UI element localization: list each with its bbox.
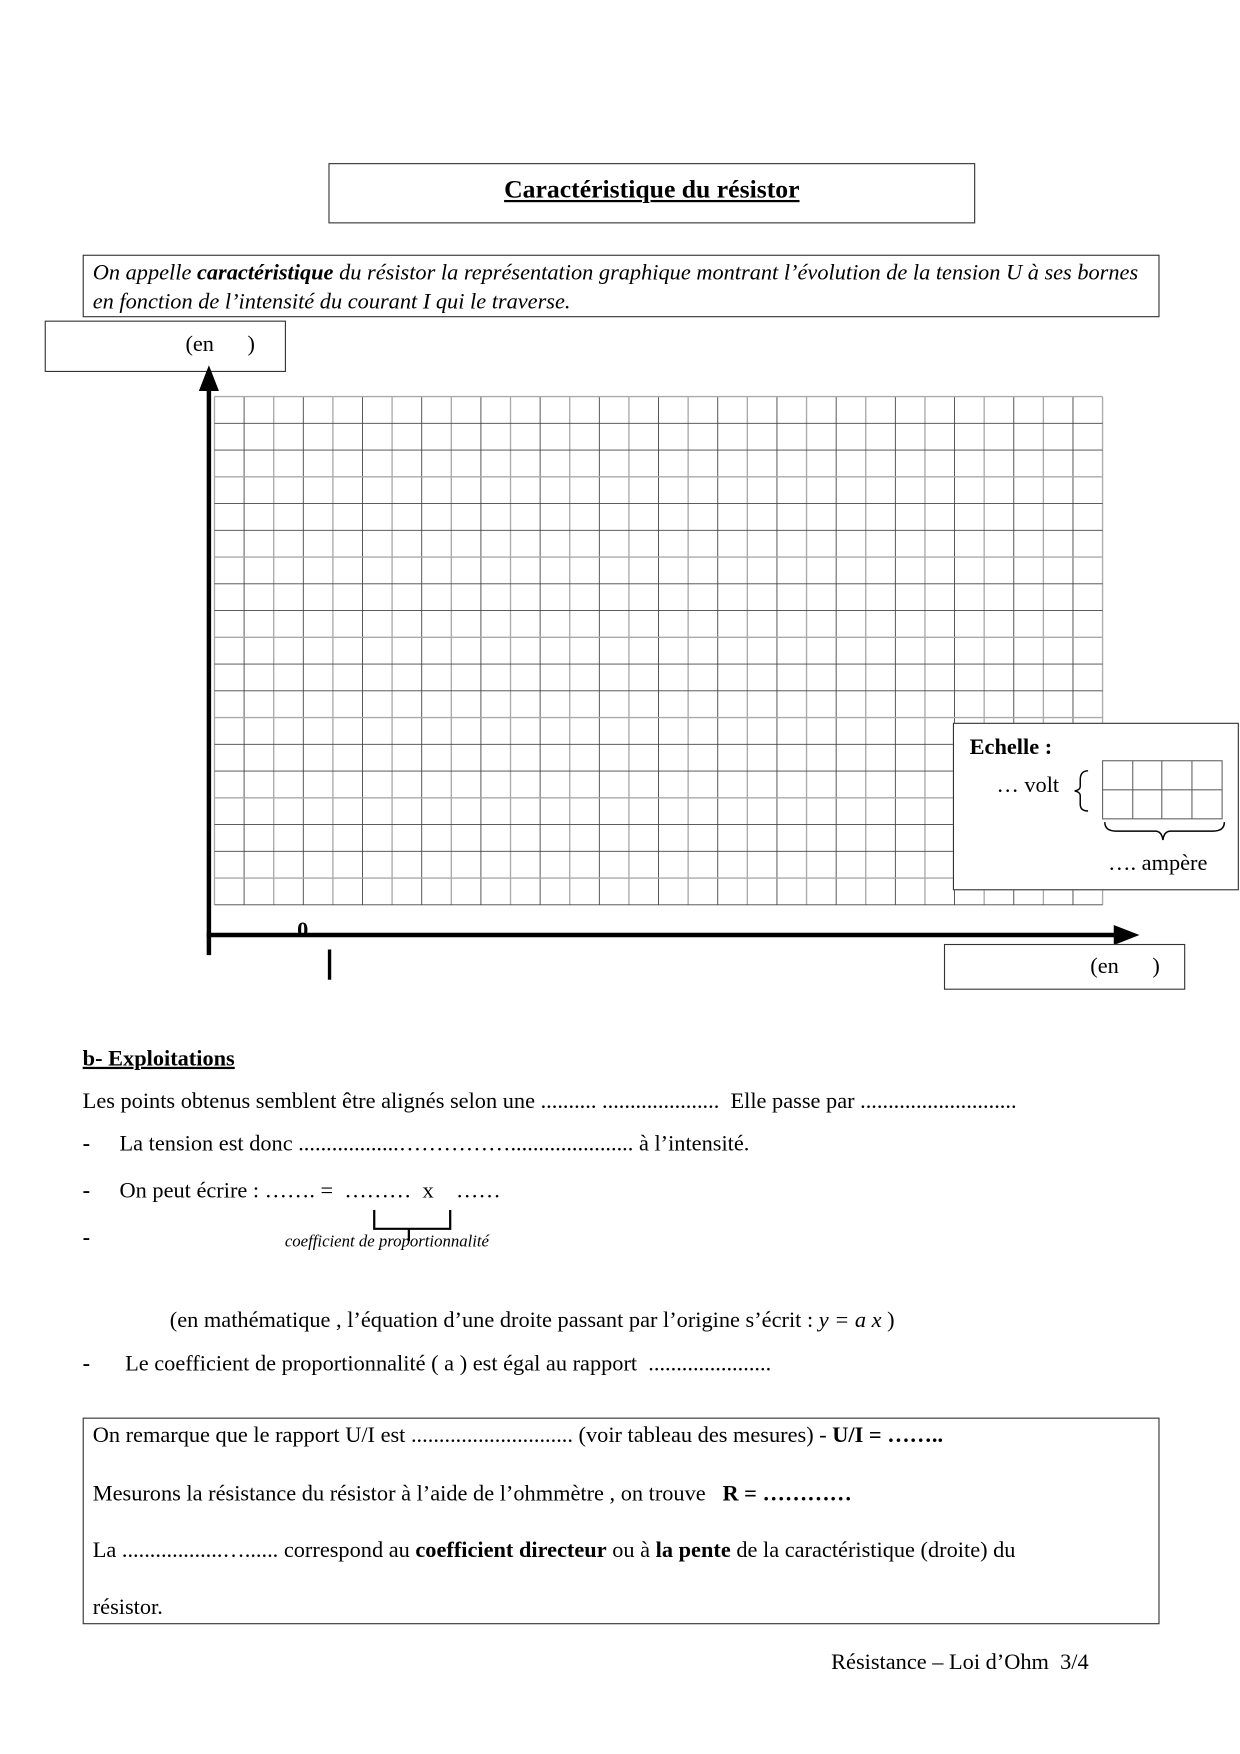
origin-label: 0 (297, 918, 309, 943)
math-equation: y = a x (818, 1308, 882, 1333)
keyword: la pente (655, 1538, 731, 1563)
definition-keyword: caractéristique (196, 260, 334, 285)
text: On remarque que le rapport U/I est ............................. (voir tableau des mesures) - (92, 1423, 833, 1448)
text: ou à (606, 1538, 656, 1563)
bullet: - (82, 1131, 91, 1157)
text-line-1: Les points obtenus semblent être alignés selon une .......... ..................... Elle passe par ............................ (82, 1089, 1017, 1114)
keyword: coefficient directeur (415, 1538, 607, 1563)
page-title: Caractéristique du résistor (504, 175, 800, 204)
conclusion-line-4: résistor. (92, 1595, 163, 1620)
coef-label: coefficient de proportionnalité (284, 1233, 490, 1252)
math-note-text: (en mathématique , l’équation d’une droite passant par l’origine s’écrit : (169, 1308, 819, 1333)
conclusion-line-3 (93, 1538, 1016, 1564)
text: La ..................…...... correspond au (92, 1538, 416, 1563)
conclusion-line-2 (93, 1481, 852, 1507)
scale-title: Echelle : (969, 735, 1053, 760)
resistance-value: R = ………… (722, 1481, 852, 1506)
bullet: - (82, 1178, 91, 1204)
x-axis-label-box[interactable] (944, 944, 1185, 990)
text-line-3: On peut écrire : ……. = ……… x …… (119, 1178, 501, 1204)
bullet: - (82, 1351, 91, 1377)
x-axis-unit: (en ) (1090, 954, 1160, 979)
definition-text: On appelle (92, 260, 197, 285)
math-note (170, 1308, 895, 1334)
scale-diagram (1066, 757, 1234, 846)
y-axis-unit: (en ) (185, 331, 255, 357)
text: de la caractéristique (droite) du (730, 1538, 1016, 1563)
conclusion-box (83, 1418, 1160, 1625)
section-heading: b- Exploitations (82, 1046, 235, 1072)
ui-ratio: U/I = …….. (832, 1423, 944, 1448)
x-axis-arrow-icon (1114, 925, 1140, 945)
definition-text-2: du résistor la représentation graphique montrant l’évolution de la tension U à ses bornes en fonction de l’intensité du courant I qui le traverse. (92, 260, 1139, 314)
text: Mesurons la résistance du résistor à l’aide de l’ohmmètre , on trouve (92, 1481, 723, 1506)
scale-volt: … volt (996, 773, 1060, 798)
conclusion-line-1 (93, 1423, 943, 1449)
bullet: - (82, 1225, 91, 1251)
y-axis-arrow-icon (199, 365, 219, 391)
text-line-4: Le coefficient de proportionnalité ( a ) est égal au rapport ...................... (125, 1351, 772, 1377)
scale-ampere: …. ampère (1108, 851, 1208, 876)
math-note-end: ) (881, 1308, 895, 1333)
scale-box (953, 723, 1239, 891)
page-footer: Résistance – Loi d’Ohm 3/4 (831, 1649, 1089, 1675)
text-line-2: La tension est donc ..................……………...................... à l’intensité. (119, 1131, 750, 1157)
